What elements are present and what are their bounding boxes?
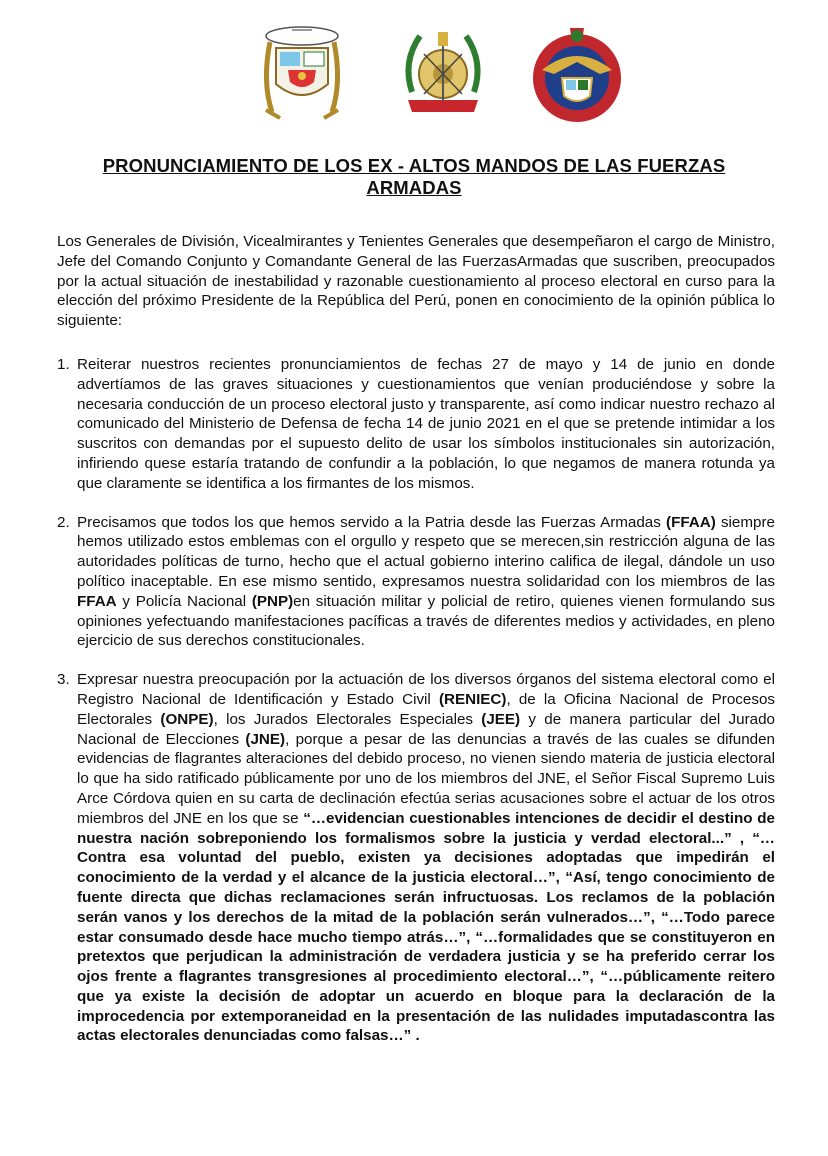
item-text: Reiterar nuestros recientes pronunciamientos de fechas 27 de mayo y 14 de junio en donde advertíamos de las graves situaciones y cuestionamientos que venían produciéndose y sobre la necesaria conducción de un proceso electoral justo y transparente, así como indicar nuestro rechazo al comunicado del Ministerio de Defensa de fecha 14 de junio 2021 en el que se pretende intimidar a los suscritos con demandas por el supuesto delito de usar los símbolos institucionales sin autorización, infiriendo quese estaría tratando de confundir a la población, lo que negamos de manera rotunda ya que claramente se identifica a los firmantes de los mismos. [77, 355, 775, 492]
item-text: , los Jurados Electorales Especiales [213, 710, 482, 728]
acronym-jne: (JNE) [245, 730, 286, 748]
points-list [57, 355, 775, 1046]
document-body [57, 232, 775, 1065]
item-text: en situación militar y policial de retiro, quienes vienen formulando sus opiniones yefectuando manifestaciones pacíficas a través de diferentes medios y actividades, en pleno ejercicio de sus derechos constitucionales. [77, 592, 775, 650]
item-text: Precisamos que todos los que hemos servido a la Patria desde las Fuerzas Armadas [77, 513, 667, 531]
army-seal-logo [394, 22, 492, 126]
list-item-1 [57, 355, 775, 494]
acronym-ffaa: (FFAA) [666, 513, 716, 531]
item-text: , porque a pesar de las denuncias a través de las cuales se difunden evidencias de flagrantes alteraciones del debido proceso, no vienen siendo materia de justicia electoral lo que ha sido ratificado públicamente por uno de los miembros del JNE, el Señor Fiscal Supremo Luis Arce Córdova quien en su carta de declinación efectúa serias acusaciones sobre el actuar de los otros miembros del JNE en los que se [77, 730, 775, 827]
item-text: siempre hemos utilizado estos emblemas con el orgullo y respeto que se merecen,sin restricción alguna de las autoridades políticas de turno, hecho que el actual gobierno interino califica de ilegal, dándole un uso político inaceptable. En ese mismo sentido, expresamos nuestra solidaridad con los miembros de las [77, 513, 775, 590]
document-title: PRONUNCIAMIENTO DE LOS EX - ALTOS MANDOS DE LAS FUERZAS ARMADAS [102, 155, 726, 198]
item-number: 2. [57, 513, 70, 531]
acronym-pnp: (PNP) [251, 592, 294, 610]
list-item-3 [57, 670, 775, 1046]
navy-seal-icon [252, 22, 352, 126]
acronym-onpe: (ONPE) [160, 710, 214, 728]
item-number: 1. [57, 355, 70, 373]
navy-seal-logo [252, 22, 352, 126]
army-seal-icon [394, 22, 492, 126]
quoted-statements: “…evidencian cuestionables intenciones de decidir el destino de nuestra nación sobreponiendo los formalismos sobre la justicia y verdad electoral...” , “…Contra esa voluntad del pueblo, existen ya decisiones adoptadas que impedirán el conocimiento de la verdad y el alcance de la justicia electoral…”, “Así, tengo conocimiento de fuente directa que dichas reclamaciones serán infructuosas. Los reclamos de la población serán vanos y los derechos de la mitad de la población serán vulnerados…”, “…Todo parece estar consumado desde hace mucho tiempo atrás…”, “…formalidades que se constituyeron en pretextos que perjudican la administración de verdadera justicia y se ha preferido cerrar los ojos frente a flagrantes transgresiones al procedimiento electoral…”, “…públicamente reitero que ya existe la decisión de adoptar un acuerdo en bloque para la declaración de la improcedencia por extemporaneidad en la presentación de las nulidades imputadascontra las actas electorales denunciadas como falsas…” . [77, 809, 775, 1045]
acronym-jee: (JEE) [481, 710, 521, 728]
item-number: 3. [57, 671, 70, 689]
list-item-2 [57, 513, 775, 652]
air-force-seal-icon [528, 22, 626, 126]
acronym-reniec: (RENIEC) [438, 690, 507, 708]
item-text: Expresar nuestra preocupación por la actuación de los diversos órganos del sistema electoral como el Registro Nacional de Identificación y Estado Civil [77, 671, 775, 708]
item-text: y Policía Nacional [116, 592, 252, 610]
item-text: , de la Oficina Nacional de Procesos Electorales [77, 690, 775, 728]
item-text: y de manera particular del Jurado Nacional de Elecciones [77, 710, 775, 748]
header-logos [0, 22, 828, 132]
acronym-ffaa: FFAA [77, 592, 117, 610]
air-force-seal-logo [528, 22, 626, 126]
intro-paragraph: Los Generales de División, Vicealmirantes y Tenientes Generales que desempeñaron el cargo de Ministro, Jefe del Comando Conjunto y Comandante General de las FuerzasArmadas que suscriben, preocupados por la actual situación de inestabilidad y razonable cuestionamiento al proceso electoral en curso para la elección del próximo Presidente de la República del Perú, ponen en conocimiento de la opinión pública lo siguiente: [57, 233, 775, 330]
